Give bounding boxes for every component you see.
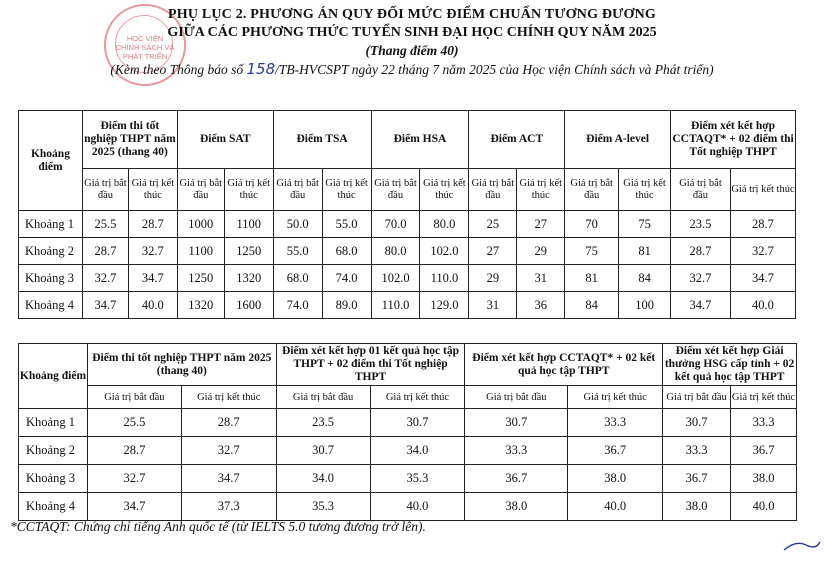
table-cell: 50.0 (273, 211, 322, 238)
group-header-hsa: Điểm HSA (371, 111, 469, 169)
sub-header-end: Giá trị kết thúc (730, 169, 795, 211)
table-cell: 23.5 (276, 409, 370, 437)
table-cell: 89.0 (322, 292, 371, 319)
row-label: Khoảng 2 (19, 238, 83, 265)
conversion-table-1 (18, 110, 796, 319)
table-cell: 32.7 (82, 265, 128, 292)
table-cell: 28.7 (181, 409, 276, 437)
table-cell: 31 (517, 265, 565, 292)
table-row (19, 493, 797, 521)
table-cell: 1250 (177, 265, 224, 292)
table-cell: 23.5 (671, 211, 731, 238)
table-cell: 25.5 (82, 211, 128, 238)
sub-header-end: Giá trị kết thúc (322, 169, 371, 211)
table-cell: 40.0 (128, 292, 177, 319)
seal-line-3: PHÁT TRIỂN (122, 52, 168, 61)
table-cell: 28.7 (82, 238, 128, 265)
seal-line-1: HỌC VIỆN (126, 34, 164, 43)
table-cell: 33.3 (465, 437, 568, 465)
table-cell: 1320 (177, 292, 224, 319)
table-cell: 34.7 (671, 292, 731, 319)
sub-header-start: Giá trị bắt đầu (273, 169, 322, 211)
table-cell: 84 (565, 292, 619, 319)
sub-header-start: Giá trị bắt đầu (82, 169, 128, 211)
table-cell: 74.0 (273, 292, 322, 319)
table-cell: 28.7 (730, 211, 795, 238)
pen-mark-icon (782, 536, 822, 556)
table-cell: 84 (619, 265, 671, 292)
table-cell: 37.3 (181, 493, 276, 521)
table-cell: 110.0 (371, 292, 420, 319)
table-cell: 32.7 (128, 238, 177, 265)
table-cell: 36.7 (663, 465, 731, 493)
table-cell: 38.0 (663, 493, 731, 521)
table-cell: 30.7 (465, 409, 568, 437)
table-cell: 25 (469, 211, 517, 238)
table-cell: 68.0 (273, 265, 322, 292)
table-cell: 35.3 (276, 493, 370, 521)
appendix-title: PHỤ LỤC 2. PHƯƠNG ÁN QUY ĐỔI MỨC ĐIỂM CHUẨN TƯƠNG ĐƯƠNG (167, 7, 656, 22)
sub-header-start: Giá trị bắt đầu (469, 169, 517, 211)
table-cell: 30.7 (663, 409, 731, 437)
appendix-subtitle: GIỮA CÁC PHƯƠNG THỨC TUYỂN SINH ĐẠI HỌC CHÍNH QUY NĂM 2025 (167, 25, 657, 40)
table-cell: 25.5 (87, 409, 181, 437)
table-cell: 34.0 (276, 465, 370, 493)
table-cell: 40.0 (568, 493, 663, 521)
sub-header-end: Giá trị kết thúc (370, 386, 465, 409)
group-header-hoc-tap-thpt: Điểm xét kết hợp 01 kết quả học tập THPT + 02 điểm thi Tốt nghiệp THPT (276, 344, 465, 386)
table-cell: 36 (517, 292, 565, 319)
sub-header-start: Giá trị bắt đầu (465, 386, 568, 409)
table-cell: 27 (469, 238, 517, 265)
corner-header: Khoảng điểm (19, 344, 88, 409)
sub-header-end: Giá trị kết thúc (619, 169, 671, 211)
handwritten-number: 158 (246, 60, 276, 78)
sub-header-end: Giá trị kết thúc (568, 386, 663, 409)
table-cell: 34.0 (370, 437, 465, 465)
table-cell: 34.7 (128, 265, 177, 292)
sub-header-start: Giá trị bắt đầu (663, 386, 731, 409)
table-cell: 55.0 (273, 238, 322, 265)
sub-header-end: Giá trị kết thúc (224, 169, 273, 211)
row-label: Khoảng 4 (19, 292, 83, 319)
group-header-tsa: Điểm TSA (273, 111, 371, 169)
table-cell: 102.0 (420, 238, 469, 265)
reference-prefix: (Kèm theo Thông báo số (110, 62, 247, 77)
footnote: *CCTAQT: Chứng chỉ tiếng Anh quốc tế (từ IELTS 5.0 tương đương trở lên). (10, 519, 426, 534)
table-cell: 100 (619, 292, 671, 319)
sub-header-end: Giá trị kết thúc (517, 169, 565, 211)
table-cell: 34.7 (82, 292, 128, 319)
table-cell: 27 (517, 211, 565, 238)
row-label: Khoảng 4 (19, 493, 88, 521)
table-cell: 38.0 (731, 465, 797, 493)
table-cell: 32.7 (671, 265, 731, 292)
table-1-body (19, 211, 796, 319)
table-cell: 38.0 (568, 465, 663, 493)
table-cell: 34.7 (87, 493, 181, 521)
group-header-thpt: Điểm thi tốt nghiệp THPT năm 2025 (thang 40) (87, 344, 276, 386)
group-header-act: Điểm ACT (469, 111, 565, 169)
table-cell: 36.7 (568, 437, 663, 465)
table-row (19, 265, 796, 292)
table-cell: 36.7 (731, 437, 797, 465)
table-cell: 1320 (224, 265, 273, 292)
table-cell: 33.3 (663, 437, 731, 465)
table-row (19, 238, 796, 265)
table-cell: 80.0 (371, 238, 420, 265)
table-cell: 75 (565, 238, 619, 265)
table-row (19, 437, 797, 465)
table-cell: 80.0 (420, 211, 469, 238)
sub-header-end: Giá trị kết thúc (181, 386, 276, 409)
sub-header-start: Giá trị bắt đầu (276, 386, 370, 409)
group-header-cctaqt: Điểm xét kết hợp CCTAQT* + 02 điểm thi Tốt nghiệp THPT (671, 111, 796, 169)
table-cell: 68.0 (322, 238, 371, 265)
scale-note: (Thang điểm 40) (365, 43, 459, 58)
reference-line (0, 60, 824, 79)
table-cell: 40.0 (370, 493, 465, 521)
group-header-thpt: Điểm thi tốt nghiệp THPT năm 2025 (thang 40) (82, 111, 177, 169)
document-header (0, 6, 824, 79)
table-cell: 33.3 (731, 409, 797, 437)
table-cell: 1600 (224, 292, 273, 319)
table-cell: 40.0 (731, 493, 797, 521)
sub-header-end: Giá trị kết thúc (731, 386, 797, 409)
table-cell: 75 (619, 211, 671, 238)
reference-suffix: /TB-HVCSPT ngày 22 tháng 7 năm 2025 của Học viện Chính sách và Phát triển) (275, 62, 714, 77)
table-cell: 32.7 (87, 465, 181, 493)
table-cell: 32.7 (181, 437, 276, 465)
group-header-hsg-hoc-tap: Điểm xét kết hợp Giải thưởng HSG cấp tỉnh + 02 kết quả học tập THPT (663, 344, 797, 386)
table-row (19, 211, 796, 238)
row-label: Khoảng 1 (19, 211, 83, 238)
table-cell: 28.7 (128, 211, 177, 238)
conversion-table-2 (18, 343, 797, 521)
table-cell: 35.3 (370, 465, 465, 493)
sub-header-start: Giá trị bắt đầu (671, 169, 731, 211)
table-cell: 34.7 (181, 465, 276, 493)
row-label: Khoảng 2 (19, 437, 88, 465)
row-label: Khoảng 3 (19, 465, 88, 493)
table-cell: 1250 (224, 238, 273, 265)
table-cell: 29 (517, 238, 565, 265)
table-cell: 38.0 (465, 493, 568, 521)
sub-header-end: Giá trị kết thúc (420, 169, 469, 211)
table-cell: 55.0 (322, 211, 371, 238)
sub-header-start: Giá trị bắt đầu (371, 169, 420, 211)
table-cell: 102.0 (371, 265, 420, 292)
table-cell: 81 (565, 265, 619, 292)
table-cell: 1100 (177, 238, 224, 265)
table-cell: 29 (469, 265, 517, 292)
table-cell: 34.7 (730, 265, 795, 292)
table-cell: 30.7 (276, 437, 370, 465)
corner-header: Khoảng điểm (19, 111, 83, 211)
table-cell: 30.7 (370, 409, 465, 437)
table-row (19, 465, 797, 493)
table-cell: 1000 (177, 211, 224, 238)
table-cell: 129.0 (420, 292, 469, 319)
table-cell: 31 (469, 292, 517, 319)
row-label: Khoảng 1 (19, 409, 88, 437)
sub-header-start: Giá trị bắt đầu (565, 169, 619, 211)
group-header-sat: Điểm SAT (177, 111, 273, 169)
table-row (19, 409, 797, 437)
table-cell: 74.0 (322, 265, 371, 292)
table-row (19, 292, 796, 319)
seal-line-2: CHÍNH SÁCH VÀ (115, 43, 175, 52)
table-cell: 33.3 (568, 409, 663, 437)
sub-header-start: Giá trị bắt đầu (87, 386, 181, 409)
table-cell: 28.7 (671, 238, 731, 265)
table-cell: 32.7 (730, 238, 795, 265)
row-label: Khoảng 3 (19, 265, 83, 292)
sub-header-start: Giá trị bắt đầu (177, 169, 224, 211)
table-cell: 36.7 (465, 465, 568, 493)
table-cell: 28.7 (87, 437, 181, 465)
table-cell: 70.0 (371, 211, 420, 238)
table-2-body (19, 409, 797, 521)
sub-header-end: Giá trị kết thúc (128, 169, 177, 211)
table-cell: 81 (619, 238, 671, 265)
group-header-cctaqt-hoc-tap: Điểm xét kết hợp CCTAQT* + 02 kết quả học tập THPT (465, 344, 663, 386)
table-cell: 1100 (224, 211, 273, 238)
group-header-alevel: Điểm A-level (565, 111, 671, 169)
table-cell: 70 (565, 211, 619, 238)
table-cell: 40.0 (730, 292, 795, 319)
table-cell: 110.0 (420, 265, 469, 292)
